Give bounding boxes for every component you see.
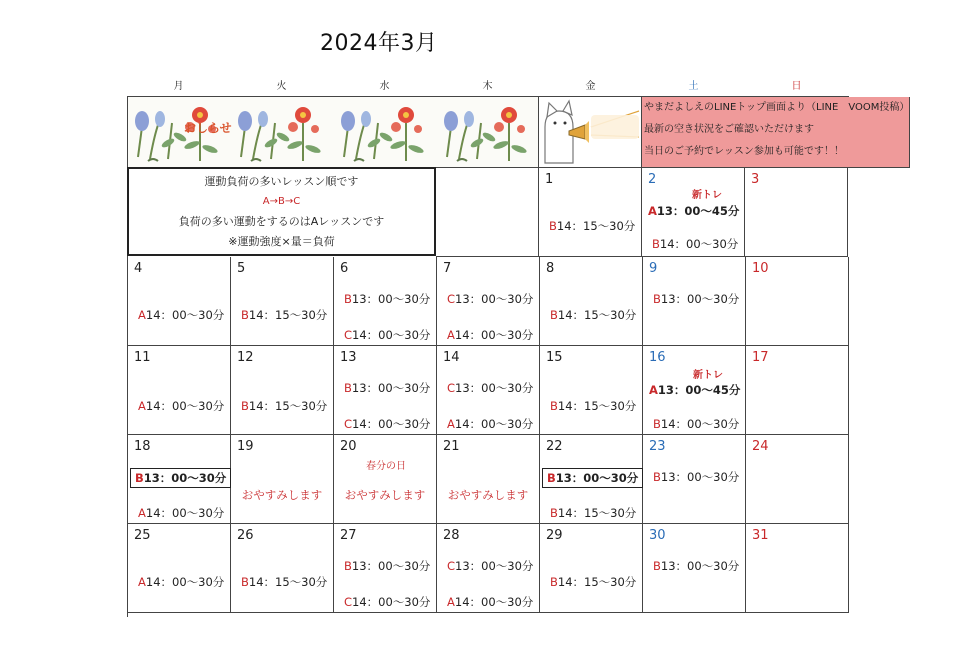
weekday-tue: 火 xyxy=(276,81,287,92)
lesson-slot[interactable]: C14：00〜30分 xyxy=(344,417,431,431)
date-number: 20 xyxy=(340,439,357,454)
lesson-slot[interactable]: B14：15〜30分 xyxy=(550,506,637,520)
date-number: 18 xyxy=(134,439,151,454)
lesson-slot-highlighted[interactable]: B13：00〜30分 xyxy=(130,468,231,488)
lesson-slot[interactable]: C13：00〜30分 xyxy=(447,292,534,306)
announcement-box xyxy=(642,97,910,168)
date-number: 13 xyxy=(340,350,357,365)
day-cell-6[interactable] xyxy=(334,257,437,346)
lesson-slot[interactable]: C14：00〜30分 xyxy=(344,595,431,609)
weekday-wed: 水 xyxy=(379,81,390,92)
date-number: 21 xyxy=(443,439,460,454)
announcement-line-3: 当日のご予約でレッスン参加も可能です！！ xyxy=(644,146,844,157)
date-number: 28 xyxy=(443,528,460,543)
day-cell-11[interactable] xyxy=(128,346,231,435)
day-cell-24[interactable] xyxy=(746,435,849,524)
day-cell-30[interactable] xyxy=(643,524,746,613)
date-number: 31 xyxy=(752,528,769,543)
lesson-slot[interactable]: B13：00〜30分 xyxy=(653,470,740,484)
date-number: 23 xyxy=(649,439,666,454)
day-cell-3[interactable] xyxy=(745,168,848,257)
date-number: 7 xyxy=(443,261,452,276)
date-number: 25 xyxy=(134,528,151,543)
date-number: 10 xyxy=(752,261,769,276)
banner-row xyxy=(128,97,910,168)
lesson-slot[interactable]: A14：00〜30分 xyxy=(447,417,534,431)
announcement-line-2: 最新の空き状況をご確認いただけます xyxy=(644,124,814,135)
day-cell-4[interactable] xyxy=(128,257,231,346)
week-row-3 xyxy=(128,346,849,435)
date-number: 3 xyxy=(751,172,760,187)
date-number: 9 xyxy=(649,261,658,276)
calendar-title: 2024年3月 xyxy=(320,31,438,56)
lesson-slot[interactable]: B14：15〜30分 xyxy=(550,399,637,413)
lesson-slot[interactable]: A14：00〜30分 xyxy=(138,506,225,520)
lesson-slot[interactable]: C13：00〜30分 xyxy=(447,559,534,573)
day-cell-25[interactable] xyxy=(128,524,231,613)
info-line-4: ※運動強度×量＝負荷 xyxy=(228,235,335,248)
lesson-slot[interactable]: B14：15〜30分 xyxy=(550,308,637,322)
lesson-slot[interactable]: A14：00〜30分 xyxy=(447,328,534,342)
lesson-slot[interactable]: B14：15〜30分 xyxy=(241,399,328,413)
lesson-slot[interactable]: A13：00〜45分 xyxy=(648,204,740,218)
day-cell-26[interactable] xyxy=(231,524,334,613)
lesson-info-box xyxy=(127,167,436,256)
lesson-slot-highlighted[interactable]: B13：00〜30分 xyxy=(542,468,643,488)
day-cell-29[interactable] xyxy=(540,524,643,613)
week-row-4 xyxy=(128,435,849,524)
weekday-fri: 金 xyxy=(585,81,596,92)
day-cell-8[interactable] xyxy=(540,257,643,346)
date-number: 15 xyxy=(546,350,563,365)
day-cell-22[interactable] xyxy=(540,435,643,524)
holiday-tag: 春分の日 xyxy=(366,461,406,472)
weekday-sat: 土 xyxy=(688,81,699,92)
date-number: 5 xyxy=(237,261,246,276)
day-cell-17[interactable] xyxy=(746,346,849,435)
day-cell-13[interactable] xyxy=(334,346,437,435)
lesson-slot[interactable]: C13：00〜30分 xyxy=(447,381,534,395)
date-number: 16 xyxy=(649,350,666,365)
lesson-slot[interactable]: A14：00〜30分 xyxy=(138,308,225,322)
lesson-slot[interactable]: B14：15〜30分 xyxy=(550,575,637,589)
notice-badge: おしらせ xyxy=(184,121,232,135)
week-row-1 xyxy=(128,168,849,257)
lesson-slot[interactable]: A14：00〜30分 xyxy=(447,595,534,609)
date-number: 27 xyxy=(340,528,357,543)
weekday-header xyxy=(127,78,848,96)
day-cell-20[interactable] xyxy=(334,435,437,524)
date-number: 14 xyxy=(443,350,460,365)
lesson-slot[interactable]: A14：00〜30分 xyxy=(138,575,225,589)
date-number: 6 xyxy=(340,261,349,276)
day-cell-2[interactable] xyxy=(642,168,745,257)
closed-label: おやすみします xyxy=(344,488,426,502)
day-cell-7[interactable] xyxy=(437,257,540,346)
date-number: 29 xyxy=(546,528,563,543)
date-number: 22 xyxy=(546,439,563,454)
day-cell-21[interactable] xyxy=(437,435,540,524)
date-number: 19 xyxy=(237,439,254,454)
day-cell-15[interactable] xyxy=(540,346,643,435)
lesson-slot[interactable]: B14：15〜30分 xyxy=(549,219,636,233)
day-cell-9[interactable] xyxy=(643,257,746,346)
date-number: 24 xyxy=(752,439,769,454)
week-row-5 xyxy=(128,524,849,613)
cat-megaphone-icon xyxy=(539,97,641,166)
week-row-2 xyxy=(128,257,849,346)
day-cell-empty xyxy=(436,168,539,257)
lesson-slot[interactable]: B13：00〜30分 xyxy=(653,292,740,306)
day-cell-14[interactable] xyxy=(437,346,540,435)
day-cell-27[interactable] xyxy=(334,524,437,613)
lesson-slot[interactable]: B14：00〜30分 xyxy=(653,417,740,431)
day-cell-5[interactable] xyxy=(231,257,334,346)
info-line-1: 運動負荷の多いレッスン順です xyxy=(204,175,359,188)
day-cell-19[interactable] xyxy=(231,435,334,524)
notice-badge-cell xyxy=(184,97,642,168)
lesson-slot[interactable]: C14：00〜30分 xyxy=(344,328,431,342)
day-cell-10[interactable] xyxy=(746,257,849,346)
info-line-3: 負荷の多い運動をするのはAレッスンです xyxy=(178,215,385,228)
lesson-slot[interactable]: B14：15〜30分 xyxy=(241,575,328,589)
lesson-slot[interactable]: B14：15〜30分 xyxy=(241,308,328,322)
day-cell-12[interactable] xyxy=(231,346,334,435)
date-number: 11 xyxy=(134,350,151,365)
calendar xyxy=(127,78,910,617)
day-cell-23[interactable] xyxy=(643,435,746,524)
weekday-mon: 月 xyxy=(173,81,184,92)
day-cell-1[interactable] xyxy=(539,168,642,257)
weekday-thu: 木 xyxy=(482,81,493,92)
date-number: 8 xyxy=(546,261,555,276)
lesson-slot[interactable]: B13：00〜30分 xyxy=(344,292,431,306)
date-number: 1 xyxy=(545,172,554,187)
date-number: 12 xyxy=(237,350,254,365)
calendar-grid xyxy=(127,96,910,617)
day-cell-31[interactable] xyxy=(746,524,849,613)
day-cell-18[interactable] xyxy=(128,435,231,524)
closed-label: おやすみします xyxy=(241,488,323,502)
lesson-slot[interactable]: B13：00〜30分 xyxy=(344,559,431,573)
special-tag: 新トレ xyxy=(693,370,723,381)
date-number: 17 xyxy=(752,350,769,365)
lesson-slot[interactable]: A13：00〜45分 xyxy=(649,383,741,397)
lesson-slot[interactable]: B13：00〜30分 xyxy=(653,559,740,573)
weekday-sun: 日 xyxy=(791,81,802,92)
date-number: 4 xyxy=(134,261,143,276)
lesson-slot[interactable]: B13：00〜30分 xyxy=(344,381,431,395)
date-number: 30 xyxy=(649,528,666,543)
date-number: 26 xyxy=(237,528,254,543)
lesson-slot[interactable]: B14：00〜30分 xyxy=(652,237,739,251)
special-tag: 新トレ xyxy=(692,190,722,201)
day-cell-16[interactable] xyxy=(643,346,746,435)
info-line-2: A→B→C xyxy=(262,196,301,207)
closed-label: おやすみします xyxy=(447,488,529,502)
announcement-line-1: やまだよしえのLINEトップ画面より（LINE VOOM投稿） xyxy=(644,102,910,113)
date-number: 2 xyxy=(648,172,657,187)
lesson-slot[interactable]: A14：00〜30分 xyxy=(138,399,225,413)
day-cell-28[interactable] xyxy=(437,524,540,613)
